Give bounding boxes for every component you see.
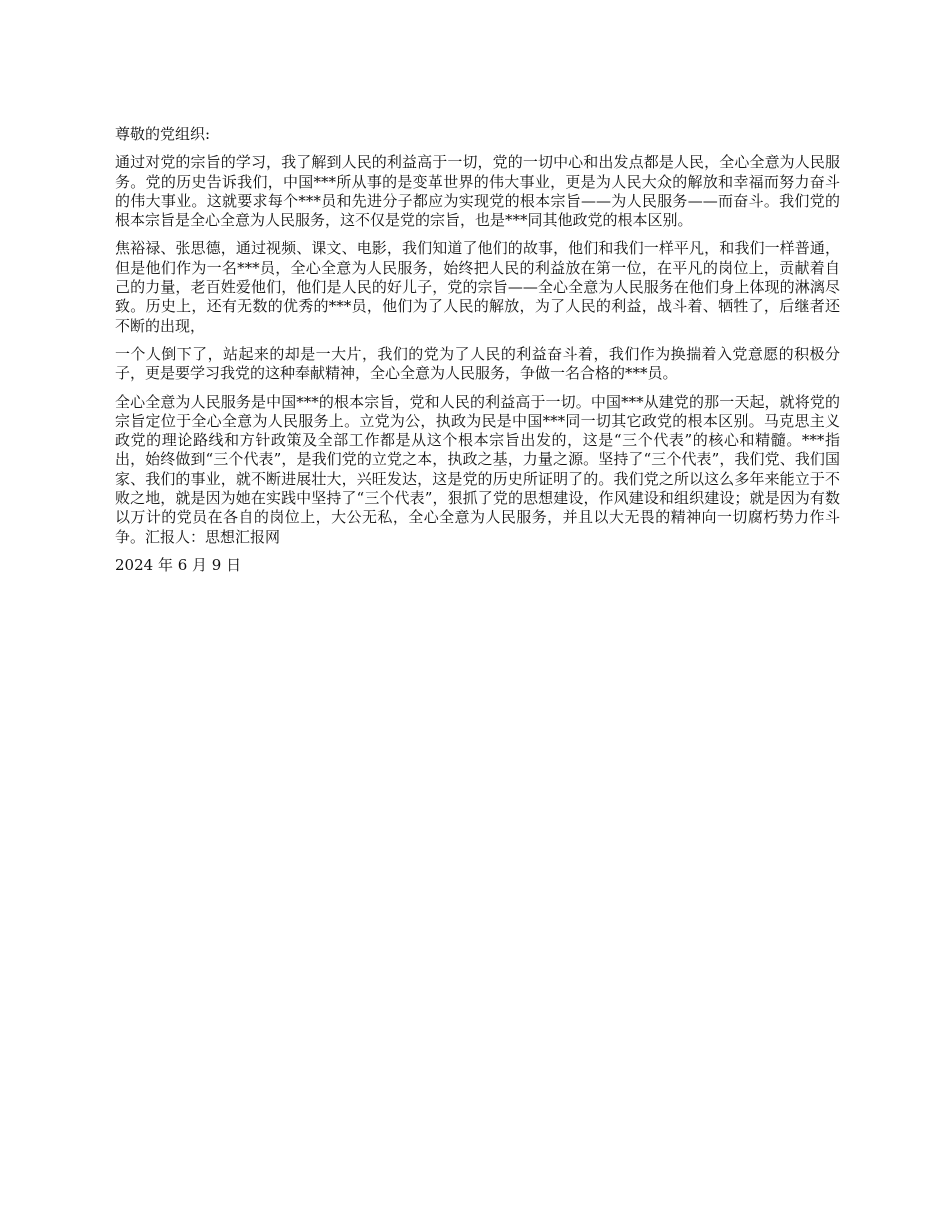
salutation: 尊敬的党组织: — [115, 125, 211, 143]
body-paragraph-4: 全心全意为人民服务是中国***的根本宗旨，党和人民的利益高于一切。中国***从建党的那一天起，就将党的宗旨定位于全心全意为人民服务上。立党为公，执政为民是中国***同一切其它政党的根本区别。马克思主义政党的理论路线和方针政策及全部工作都是从这个根本宗旨出发的，这是“三个代表”的核心和精髓。***指出，始终做到“三个代表”，是我们党的立党之本，执政之基，力量之源。坚持了“三个代表”，我们党、我们国家、我们的事业，就不断进展壮大，兴旺发达，这是党的历史所证明了的。我们党之所以这么多年来能立于不败之地，就是因为她在实践中坚持了“三个代表”，狠抓了党的思想建设，作风建设和组织建设；就是因为有数以万计的党员在各自的岗位上，大公无私，全心全意为人民服务，并且以大无畏的精神向一切腐朽势力作斗争。汇报人：思想汇报网 — [115, 392, 840, 546]
document-page — [115, 125, 840, 584]
body-paragraph-1: 通过对党的宗旨的学习，我了解到人民的利益高于一切，党的一切中心和出发点都是人民，全心全意为人民服务。党的历史告诉我们，中国***所从事的是变革世界的伟大事业，更是为人民大众的解放和幸福而努力奋斗的伟大事业。这就要求每个***员和先进分子都应为实现党的根本宗旨——为人民服务——而奋斗。我们党的根本宗旨是全心全意为人民服务，这不仅是党的宗旨，也是***同其他政党的根本区别。 — [115, 153, 840, 230]
report-date: 2024 年 6 月 9 日 — [115, 555, 242, 574]
body-paragraph-2: 焦裕禄、张思德，通过视频、课文、电影，我们知道了他们的故事，他们和我们一样平凡，和我们一样普通，但是他们作为一名***员，全心全意为人民服务，始终把人民的利益放在第一位，在平凡的岗位上，贡献着自己的力量，老百姓爱他们，他们是人民的好儿子，党的宗旨——全心全意为人民服务在他们身上体现的淋漓尽致。历史上，还有无数的优秀的***员，他们为了人民的解放，为了人民的利益，战斗着、牺牲了，后继者还不断的出现， — [115, 239, 840, 335]
body-paragraph-3: 一个人倒下了，站起来的却是一大片，我们的党为了人民的利益奋斗着，我们作为换揣着入党意愿的积极分子，更是要学习我党的这种奉献精神，全心全意为人民服务，争做一名合格的***员。 — [115, 344, 840, 383]
